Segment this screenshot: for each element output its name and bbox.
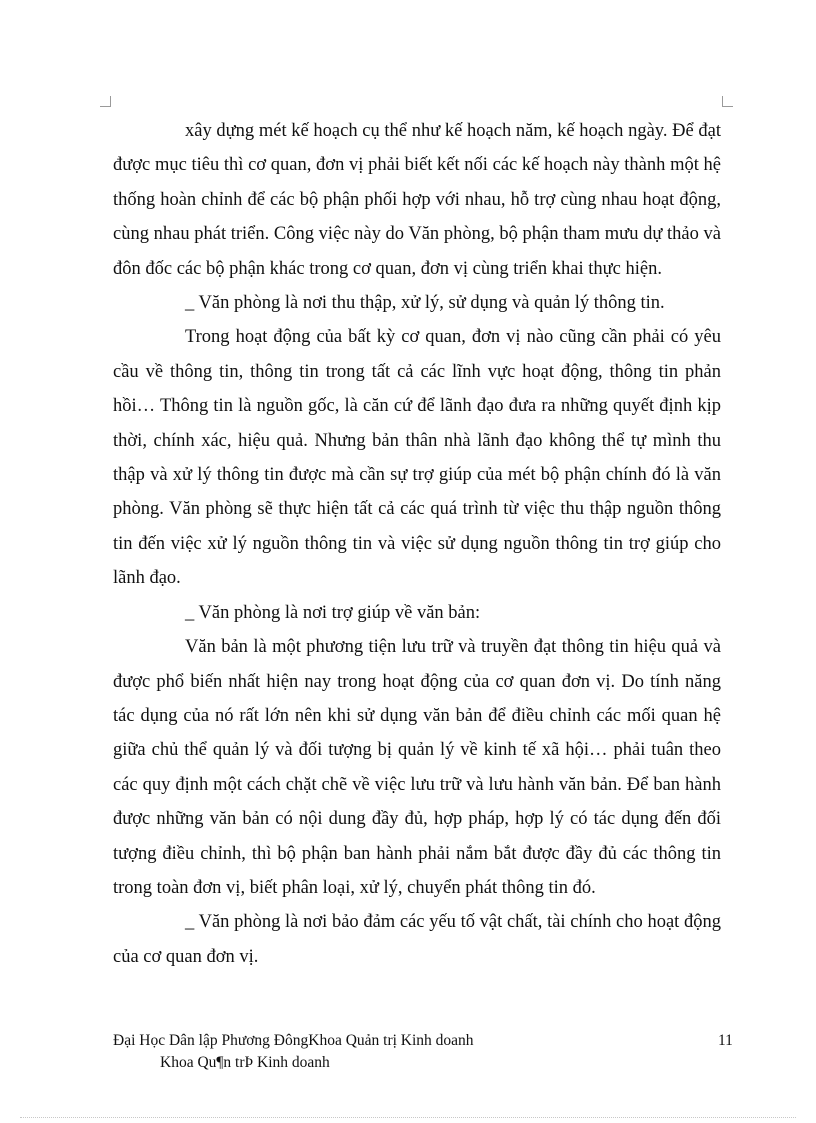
bottom-rule — [20, 1117, 796, 1118]
crop-mark-top-left — [100, 96, 111, 107]
body-text — [113, 114, 721, 974]
paragraph-information: Trong hoạt động của bất kỳ cơ quan, đơn vị nào cũng cần phải có yêu cầu về thông tin, thông tin trong tất cả các lĩnh vực hoạt động, thông tin phản hồi… Thông tin là nguồn gốc, là căn cứ để lãnh đạo đưa ra những quyết định kịp thời, chính xác, hiệu quả. Nhưng bản thân nhà lãnh đạo không thể tự mình thu thập và xử lý thông tin được mà cần sự trợ giúp của mét bộ phận chính đó là văn phòng. Văn phòng sẽ thực hiện tất cả các quá trình từ việc thu thập nguồn thông tin đến việc xử lý nguồn thông tin và việc sử dụng nguồn thông tin trợ giúp cho lãnh đạo. — [113, 327, 721, 589]
paragraph-continuation: xây dựng mét kế hoạch cụ thể như kế hoạch năm, kế hoạch ngày. Để đạt được mục tiêu thì cơ quan, đơn vị phải biết kết nối các kế hoạch này thành một hệ thống hoàn chỉnh để các bộ phận phối hợp với nhau, hỗ trợ cùng nhau hoạt động, cùng nhau phát triển. Công việc này do Văn phòng, bộ phận tham mưu dự thảo và đôn đốc các bộ phận khác trong cơ quan, đơn vị cùng triển khai thực hiện. — [113, 121, 721, 279]
paragraph-documents: Văn bản là một phương tiện lưu trữ và truyền đạt thông tin hiệu quả và được phổ biến nhất hiện nay trong hoạt động của cơ quan đơn vị. Do tính năng tác dụng của nó rất lớn nên khi sử dụng văn bản để điều chỉnh các mối quan hệ giữa chủ thể quản lý và đối tượng bị quản lý về kinh tế xã hội… phải tuân theo các quy định một cách chặt chẽ về việc lưu trữ và lưu hành văn bản. Để ban hành được những văn bản có nội dung đầy đủ, hợp pháp, hợp lý có tác dụng đến đối tượng điều chỉnh, thì bộ phận ban hành phải nắm bắt được đầy đủ các thông tin trong toàn đơn vị, biết phân loại, xử lý, chuyển phát thông tin đó. — [113, 637, 721, 898]
page-number: 11 — [718, 1032, 733, 1049]
footer-faculty: Khoa Qu¶n trÞ Kinh doanh — [160, 1054, 330, 1071]
crop-mark-top-right — [722, 96, 733, 107]
bullet-information: _ Văn phòng là nơi thu thập, xử lý, sử dụng và quản lý thông tin. — [185, 293, 665, 314]
bullet-documents: _ Văn phòng là nơi trợ giúp về văn bản: — [185, 602, 481, 623]
footer-institution: Đại Học Dân lập Phương ĐôngKhoa Quản trị Kinh doanh — [113, 1032, 474, 1049]
bullet-finance: _ Văn phòng là nơi bảo đảm các yếu tố vật chất, tài chính cho hoạt động của cơ quan đơn vị. — [113, 912, 721, 967]
